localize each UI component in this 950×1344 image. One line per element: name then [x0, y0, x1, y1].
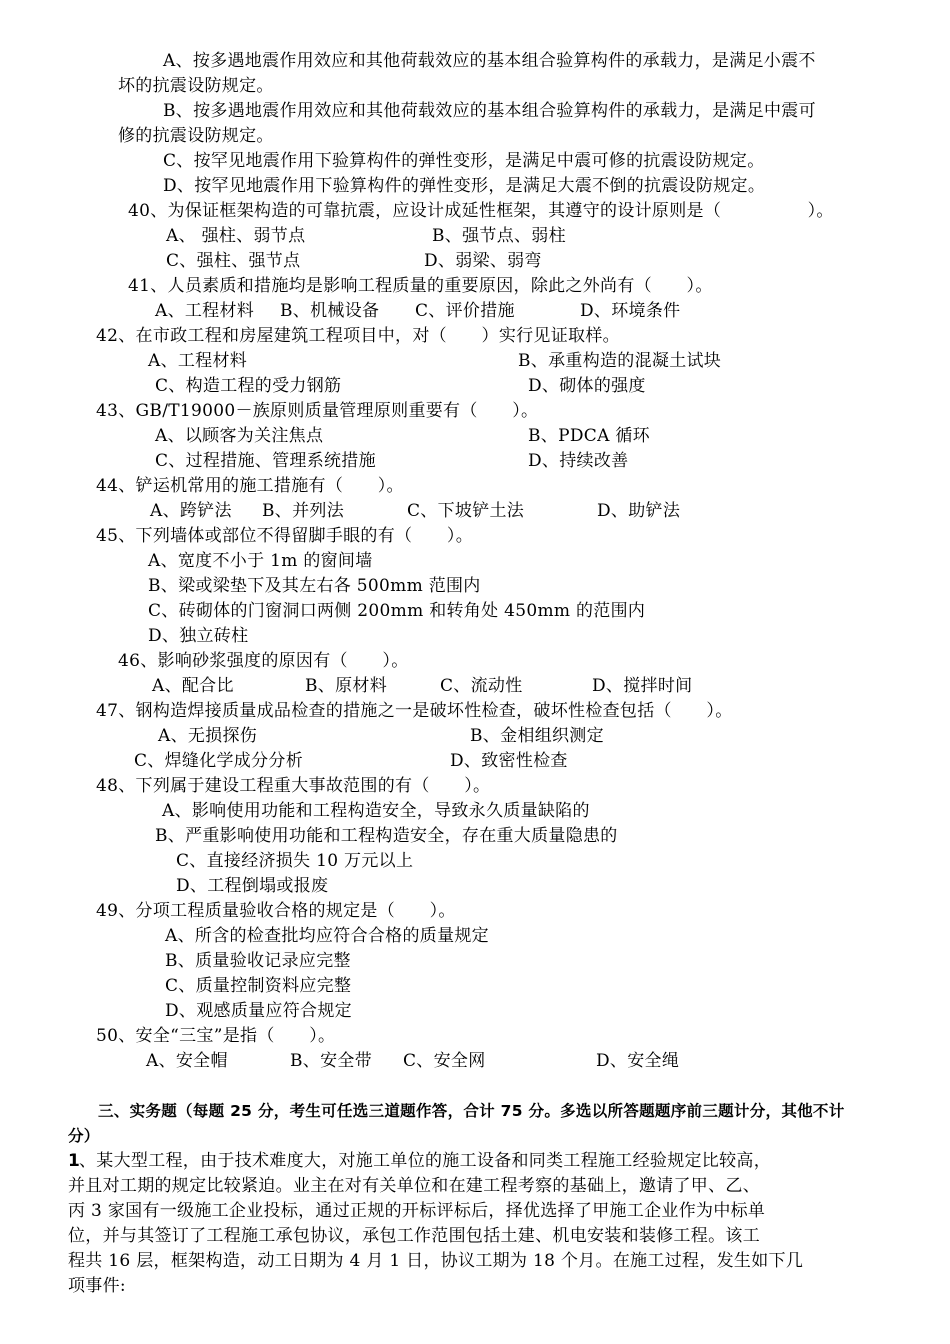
- option-d: D、持续改善: [528, 451, 629, 471]
- option-a: A、 强柱、弱节点: [166, 226, 306, 246]
- option-a: A、所含的检查批均应符合合格的质量规定: [165, 926, 489, 946]
- section-heading: 三、实务题（每题 25 分，考生可任选三道题作答，合计 75 分。多选以所答题题序前三题计分，其他不计: [98, 1102, 845, 1120]
- option-b: B、严重影响使用功能和工程构造安全，存在重大质量隐患的: [155, 826, 618, 846]
- text-line: 修的抗震设防规定。: [118, 126, 274, 146]
- case-text-line: 、某大型工程，由于技术难度大，对施工单位的施工设备和同类工程施工经验规定比较高，: [79, 1151, 771, 1171]
- option-d: D、工程倒塌或报废: [176, 876, 329, 896]
- question-43: 43、GB/T19000－族原则质量管理原则重要有（ ）。: [96, 401, 539, 421]
- option-a: A、跨铲法: [150, 501, 232, 521]
- option-c: C、强柱、强节点: [166, 251, 301, 271]
- option-d: D、助铲法: [597, 501, 681, 521]
- question-45: 45、下列墙体或部位不得留脚手眼的有（ ）。: [96, 526, 474, 546]
- option-b: B、强节点、弱柱: [432, 226, 566, 246]
- option-c: C、流动性: [440, 676, 523, 696]
- question-48: 48、下列属于建设工程重大事故范围的有（ ）。: [96, 776, 491, 796]
- case-text-line: 并且对工期的规定比较紧迫。业主在对有关单位和在建工程考察的基础上，邀请了甲、乙、: [68, 1176, 760, 1196]
- option-d: D、搅拌时间: [592, 676, 693, 696]
- case-number: 1: [68, 1151, 81, 1171]
- option-c: C、评价措施: [415, 301, 515, 321]
- option-c: C、焊缝化学成分分析: [134, 751, 304, 771]
- option-d: D、独立砖柱: [148, 626, 249, 646]
- text-line: A、按多遇地震作用效应和其他荷载效应的基本组合验算构件的承载力，是满足小震不: [163, 51, 816, 71]
- option-b: B、金相组织测定: [470, 726, 604, 746]
- option-a: A、工程材料: [148, 351, 248, 371]
- option-a: A、安全帽: [146, 1051, 228, 1071]
- question-40: 40、为保证框架构造的可靠抗震，应设计成延性框架，其遵守的设计原则是（ ）。: [128, 201, 834, 221]
- question-44: 44、铲运机常用的施工措施有（ ）。: [96, 476, 404, 496]
- text-line: C、按罕见地震作用下验算构件的弹性变形，是满足中震可修的抗震设防规定。: [163, 151, 765, 171]
- option-c: C、构造工程的受力钢筋: [155, 376, 342, 396]
- case-text-line: 项事件:: [68, 1276, 126, 1296]
- option-a: A、工程材料: [155, 301, 255, 321]
- option-a: A、宽度不小于 1m 的窗间墙: [148, 551, 373, 571]
- question-41: 41、人员素质和措施均是影响工程质量的重要原因，除此之外尚有（ ）。: [128, 276, 713, 296]
- option-c: C、直接经济损失 10 万元以上: [176, 851, 414, 871]
- option-b: B、安全带: [290, 1051, 372, 1071]
- question-50: 50、安全“三宝”是指（ ）。: [96, 1026, 336, 1046]
- question-46: 46、影响砂浆强度的原因有（ ）。: [118, 651, 409, 671]
- text-line: D、按罕见地震作用下验算构件的弹性变形，是满足大震不倒的抗震设防规定。: [163, 176, 766, 196]
- text-line: 坏的抗震设防规定。: [118, 76, 274, 96]
- option-b: B、并列法: [262, 501, 344, 521]
- option-d: D、弱梁、弱弯: [424, 251, 542, 271]
- option-b: B、质量验收记录应完整: [165, 951, 351, 971]
- question-47: 47、钢构造焊接质量成品检查的措施之一是破坏性检查，破坏性检查包括（ ）。: [96, 701, 733, 721]
- option-c: C、过程措施、管理系统措施: [155, 451, 376, 471]
- option-b: B、PDCA 循环: [528, 426, 650, 446]
- option-b: B、机械设备: [280, 301, 380, 321]
- text-line: B、按多遇地震作用效应和其他荷载效应的基本组合验算构件的承载力，是满足中震可: [163, 101, 816, 121]
- question-49: 49、分项工程质量验收合格的规定是（ ）。: [96, 901, 456, 921]
- option-d: D、观感质量应符合规定: [165, 1001, 352, 1021]
- case-text-line: 位，并与其签订了工程施工承包协议，承包工作范围包括土建、机电安装和装修工程。该工: [68, 1226, 760, 1246]
- option-d: D、环境条件: [580, 301, 681, 321]
- option-a: A、影响使用功能和工程构造安全，导致永久质量缺陷的: [162, 801, 590, 821]
- option-b: B、承重构造的混凝土试块: [518, 351, 722, 371]
- option-c: C、砖砌体的门窗洞口两侧 200mm 和转角处 450mm 的范围内: [148, 601, 646, 621]
- option-d: D、安全绳: [596, 1051, 680, 1071]
- option-b: B、原材料: [305, 676, 387, 696]
- option-d: D、致密性检查: [450, 751, 568, 771]
- case-text-line: 程共 16 层，框架构造，动工日期为 4 月 1 日，协议工期为 18 个月。在施工过程，发生如下几: [68, 1251, 804, 1271]
- option-a: A、以顾客为关注焦点: [155, 426, 324, 446]
- option-c: C、安全网: [403, 1051, 486, 1071]
- section-heading-continued: 分）: [68, 1127, 100, 1145]
- option-c: C、质量控制资料应完整: [165, 976, 352, 996]
- case-text-line: 丙 3 家国有一级施工企业投标，通过正规的开标评标后，择优选择了甲施工企业作为中标单: [68, 1201, 766, 1221]
- option-a: A、无损探伤: [158, 726, 258, 746]
- option-c: C、下坡铲土法: [407, 501, 525, 521]
- option-b: B、梁或梁垫下及其左右各 500mm 范围内: [148, 576, 481, 596]
- option-a: A、配合比: [152, 676, 234, 696]
- option-d: D、砌体的强度: [528, 376, 646, 396]
- question-42: 42、在市政工程和房屋建筑工程项目中，对（ ）实行见证取样。: [96, 326, 620, 346]
